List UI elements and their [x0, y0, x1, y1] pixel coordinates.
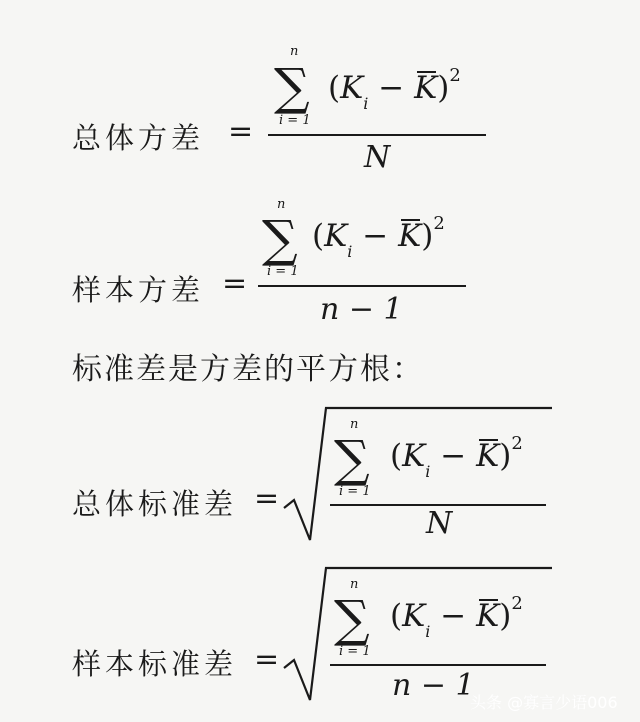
sum-upper-limit: n [350, 577, 359, 592]
summand-expression: $(K_i - K)^2$ [328, 64, 461, 114]
k-bar-symbol: K [476, 598, 500, 634]
formula-label: 样本标准差 [72, 647, 238, 681]
sum-lower-limit: i = 1 [339, 484, 371, 499]
k-bar-symbol: K [398, 218, 422, 254]
summand-expression: $(K_i - K)^2$ [390, 592, 523, 642]
fraction-bar [330, 664, 546, 666]
watermark: 头条 @寡言少语006 [470, 693, 618, 712]
sum-lower-limit: i = 1 [279, 113, 311, 128]
denominator: N [364, 140, 391, 175]
fraction-bar [258, 285, 466, 287]
denominator: n − 1 [392, 668, 475, 703]
denominator: N [426, 506, 453, 541]
formula-label: 总体标准差 [72, 487, 238, 521]
intro-text: 标准差是方差的平方根： [72, 352, 424, 387]
formula-label: 总体方差 [72, 121, 205, 155]
k-bar-symbol: K [414, 70, 438, 106]
sigma-symbol: ∑ [334, 590, 370, 648]
sum-upper-limit: n [277, 197, 286, 212]
k-bar-symbol: K [476, 438, 500, 474]
formula-label: 样本方差 [72, 273, 205, 307]
sigma-symbol: ∑ [334, 430, 370, 488]
summand-expression: $(K_i - K)^2$ [312, 212, 445, 262]
sigma-symbol: ∑ [262, 210, 298, 268]
equals-sign: = [254, 481, 280, 516]
sum-lower-limit: i = 1 [267, 264, 299, 279]
equals-sign: = [228, 114, 254, 149]
denominator: n − 1 [320, 292, 403, 327]
sum-upper-limit: n [290, 44, 299, 59]
equals-sign: = [254, 642, 280, 677]
equals-sign: = [222, 266, 248, 301]
sum-lower-limit: i = 1 [339, 644, 371, 659]
sigma-symbol: ∑ [274, 58, 310, 116]
sum-upper-limit: n [350, 417, 359, 432]
summand-expression: $(K_i - K)^2$ [390, 432, 523, 482]
fraction-bar [268, 134, 486, 136]
